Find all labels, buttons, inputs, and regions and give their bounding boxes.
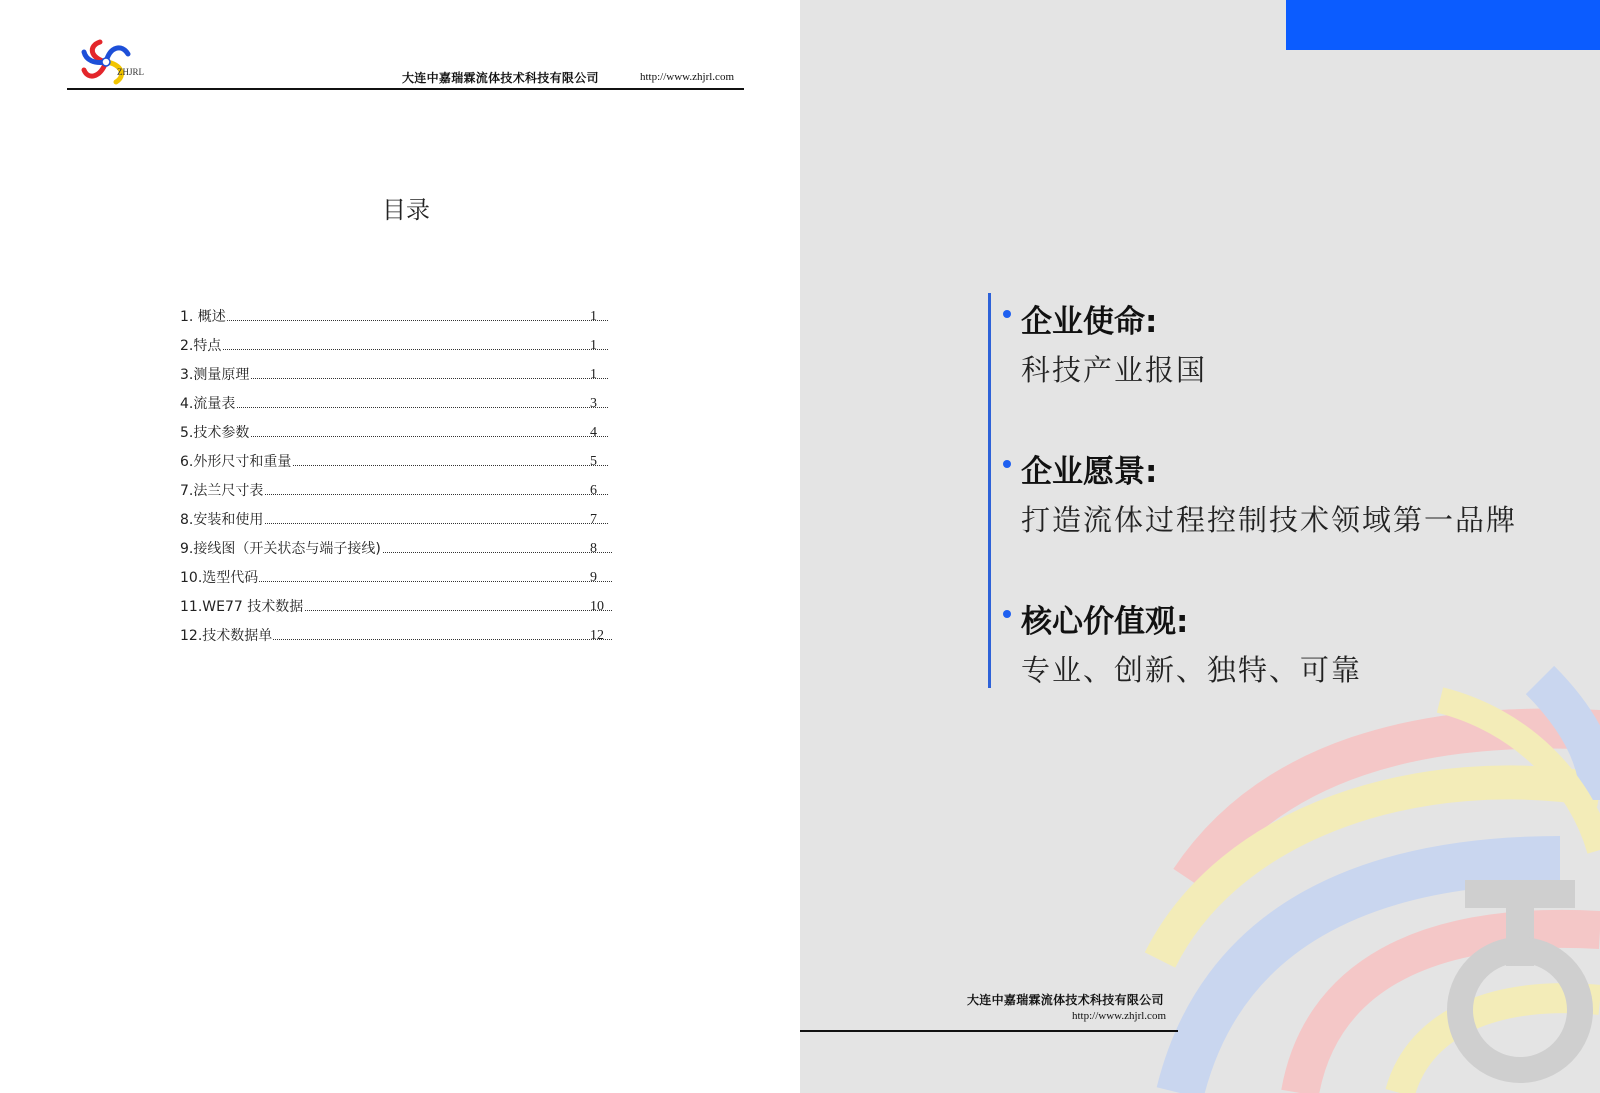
toc-item-label: 6.外形尺寸和重量 [180,451,292,471]
accent-blue-block [1286,0,1600,50]
bullet-dot-icon [1003,610,1011,618]
toc-leader-dots [210,349,608,350]
vision-title: 企业愿景: [1021,454,1158,490]
table-of-contents [180,306,610,654]
toc-item-page: 1 [590,338,597,353]
toc-title: 目录 [382,196,430,224]
footer-rule [800,1030,1178,1032]
toc-item-page: 1 [590,309,597,324]
core-values-title: 核心价值观: [1021,604,1189,640]
header-rule [67,88,744,90]
company-logo-icon [80,38,132,86]
core-values-text: 专业、创新、独特、可靠 [1021,653,1363,687]
toc-leader-dots [210,494,608,495]
toc-item-label: 7.法兰尺寸表 [180,480,264,500]
toc-item-page: 9 [590,570,597,585]
toc-leader-dots [210,436,608,437]
toc-item-label: 2.特点 [180,335,222,355]
toc-item-page: 3 [590,396,597,411]
toc-item-page: 4 [590,425,597,440]
toc-leader-dots [210,378,608,379]
toc-item-parameters[interactable] [180,422,610,451]
toc-item-wiring[interactable] [180,538,610,567]
toc-item-page: 1 [590,367,597,382]
toc-item-flow-table[interactable] [180,393,610,422]
toc-item-page: 12 [590,628,604,643]
bullet-dot-icon [1003,310,1011,318]
mission-title: 企业使命: [1021,304,1158,340]
toc-item-label: 10.选型代码 [180,567,259,587]
mission-text: 科技产业报国 [1021,353,1208,387]
header-website-url[interactable]: http://www.zhjrl.com [640,71,734,83]
toc-item-page: 7 [590,512,597,527]
toc-item-page: 5 [590,454,597,469]
logo-text: ZHJRL [117,67,144,77]
toc-item-we77-data[interactable] [180,596,610,625]
toc-item-dimensions[interactable] [180,451,610,480]
header-company-name: 大连中嘉瑞霖流体技术科技有限公司 [402,71,599,85]
toc-leader-dots [210,581,612,582]
toc-leader-dots [210,523,608,524]
vision-text: 打造流体过程控制技术领域第一品牌 [1021,503,1518,537]
bullet-dot-icon [1003,460,1011,468]
toc-item-flange-table[interactable] [180,480,610,509]
footer-company-name: 大连中嘉瑞霖流体技术科技有限公司 [967,993,1164,1007]
toc-item-page: 6 [590,483,597,498]
toc-item-label: 8.安装和使用 [180,509,264,529]
toc-leader-dots [210,320,608,321]
toc-item-features[interactable] [180,335,610,364]
toc-item-label: 5.技术参数 [180,422,250,442]
values-vertical-rule [988,293,991,688]
toc-item-label: 3.测量原理 [180,364,250,384]
flowmeter-symbol-icon [1460,880,1580,1070]
toc-item-model-code[interactable] [180,567,610,596]
toc-item-data-sheet[interactable] [180,625,610,654]
footer-website-url[interactable]: http://www.zhjrl.com [1072,1010,1166,1022]
toc-item-label: 4.流量表 [180,393,236,413]
toc-item-installation[interactable] [180,509,610,538]
toc-leader-dots [210,407,608,408]
toc-item-label: 11.WE77 技术数据 [180,596,304,616]
toc-item-label: 12.技术数据单 [180,625,273,645]
toc-item-principle[interactable] [180,364,610,393]
toc-item-label: 1. 概述 [180,306,227,326]
right-page [800,0,1600,1093]
toc-item-label: 9.接线图（开关状态与端子接线) [180,538,382,558]
toc-item-page: 8 [590,541,597,556]
toc-item-page: 10 [590,599,604,614]
decorative-swirl-icon [800,0,1600,1093]
toc-item-overview[interactable] [180,306,610,335]
